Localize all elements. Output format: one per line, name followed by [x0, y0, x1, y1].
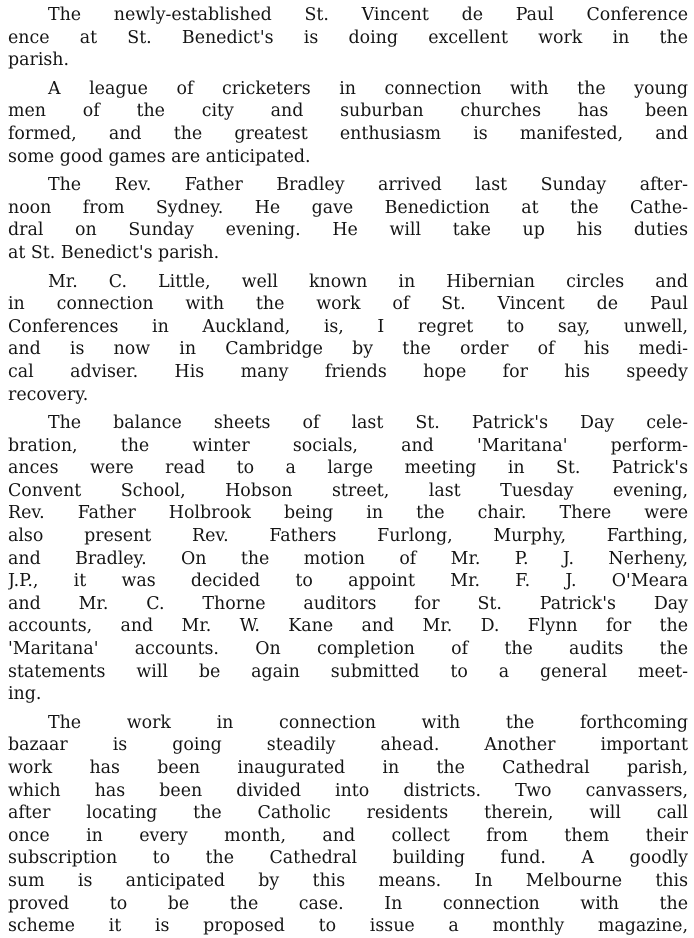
text-line: sum is anticipated by this means. In Melbourne this	[8, 870, 688, 891]
text-line: work has been inaugurated in the Cathedral parish,	[8, 758, 688, 778]
text-line: and is now in Cambridge by the order of his medi-	[8, 339, 688, 360]
text-line: statements will be again submitted to a general meet-	[8, 661, 688, 682]
text-line: accounts, and Mr. W. Kane and Mr. D. Flynn for the	[8, 616, 688, 637]
text-line: The work in connection with the forthcoming	[48, 712, 688, 733]
text-line: Conferences in Auckland, is, I regret to say, unwell,	[8, 316, 688, 337]
text-line: ence at St. Benedict's is doing excellent work in the	[8, 27, 688, 48]
text-line: J.P., it was decided to appoint Mr. F. J. O'Meara	[8, 571, 688, 592]
text-line: in connection with the work of St. Vincent de Paul	[8, 294, 688, 315]
paragraph-father-bradley	[8, 174, 688, 264]
text-line: also present Rev. Fathers Furlong, Murphy, Farthing,	[8, 526, 688, 547]
text-line: ances were read to a large meeting in St. Patrick's	[8, 458, 688, 479]
text-line: formed, and the greatest enthusiasm is manifested, and	[8, 123, 688, 144]
text-line: at St. Benedict's parish.	[8, 242, 220, 263]
text-line: some good games are anticipated.	[8, 146, 311, 167]
text-line: bration, the winter socials, and 'Maritana' perform-	[8, 435, 688, 456]
paragraph-bazaar	[8, 712, 688, 938]
text-line: The Rev. Father Bradley arrived last Sunday after-	[48, 175, 688, 196]
text-line: once in every month, and collect from them their	[8, 825, 688, 846]
text-line: parish.	[8, 50, 70, 71]
paragraph-mr-little	[8, 271, 688, 407]
text-line: dral on Sunday evening. He will take up his duties	[8, 220, 688, 241]
text-line: noon from Sydney. He gave Benediction at the Cathe-	[8, 197, 688, 218]
text-line: Mr. C. Little, well known in Hibernian circles and	[48, 271, 688, 292]
paragraph-conference	[8, 4, 688, 72]
text-line: bazaar is going steadily ahead. Another important	[8, 735, 688, 756]
text-line: ing.	[8, 684, 42, 705]
text-line: and Mr. C. Thorne auditors for St. Patrick's Day	[8, 593, 688, 614]
paragraph-cricket-league	[8, 78, 688, 168]
text-line: men of the city and suburban churches has been	[8, 101, 688, 122]
text-line: The balance sheets of last St. Patrick's Day cele-	[48, 413, 688, 434]
text-line: The newly-established St. Vincent de Paul Conference	[48, 5, 688, 25]
text-line: subscription to the Cathedral building fund. A goodly	[8, 848, 688, 869]
text-line: proved to be the case. In connection with the	[8, 893, 688, 914]
text-line: which has been divided into districts. Two canvassers,	[8, 780, 688, 801]
text-line: scheme it is proposed to issue a monthly magazine,	[8, 916, 688, 937]
text-line: recovery.	[8, 384, 89, 405]
text-line: 'Maritana' accounts. On completion of the audits the	[8, 639, 688, 660]
text-line: and Bradley. On the motion of Mr. P. J. Nerheny,	[8, 548, 688, 569]
text-line: cal adviser. His many friends hope for his speedy	[8, 361, 688, 382]
text-line: Rev. Father Holbrook being in the chair. There were	[8, 503, 688, 524]
text-line: after locating the Catholic residents therein, will call	[8, 803, 688, 824]
text-line: Convent School, Hobson street, last Tuesday evening,	[8, 480, 688, 501]
paragraph-balance-sheets	[8, 412, 688, 706]
text-line: A league of cricketers in connection with the young	[48, 78, 688, 99]
